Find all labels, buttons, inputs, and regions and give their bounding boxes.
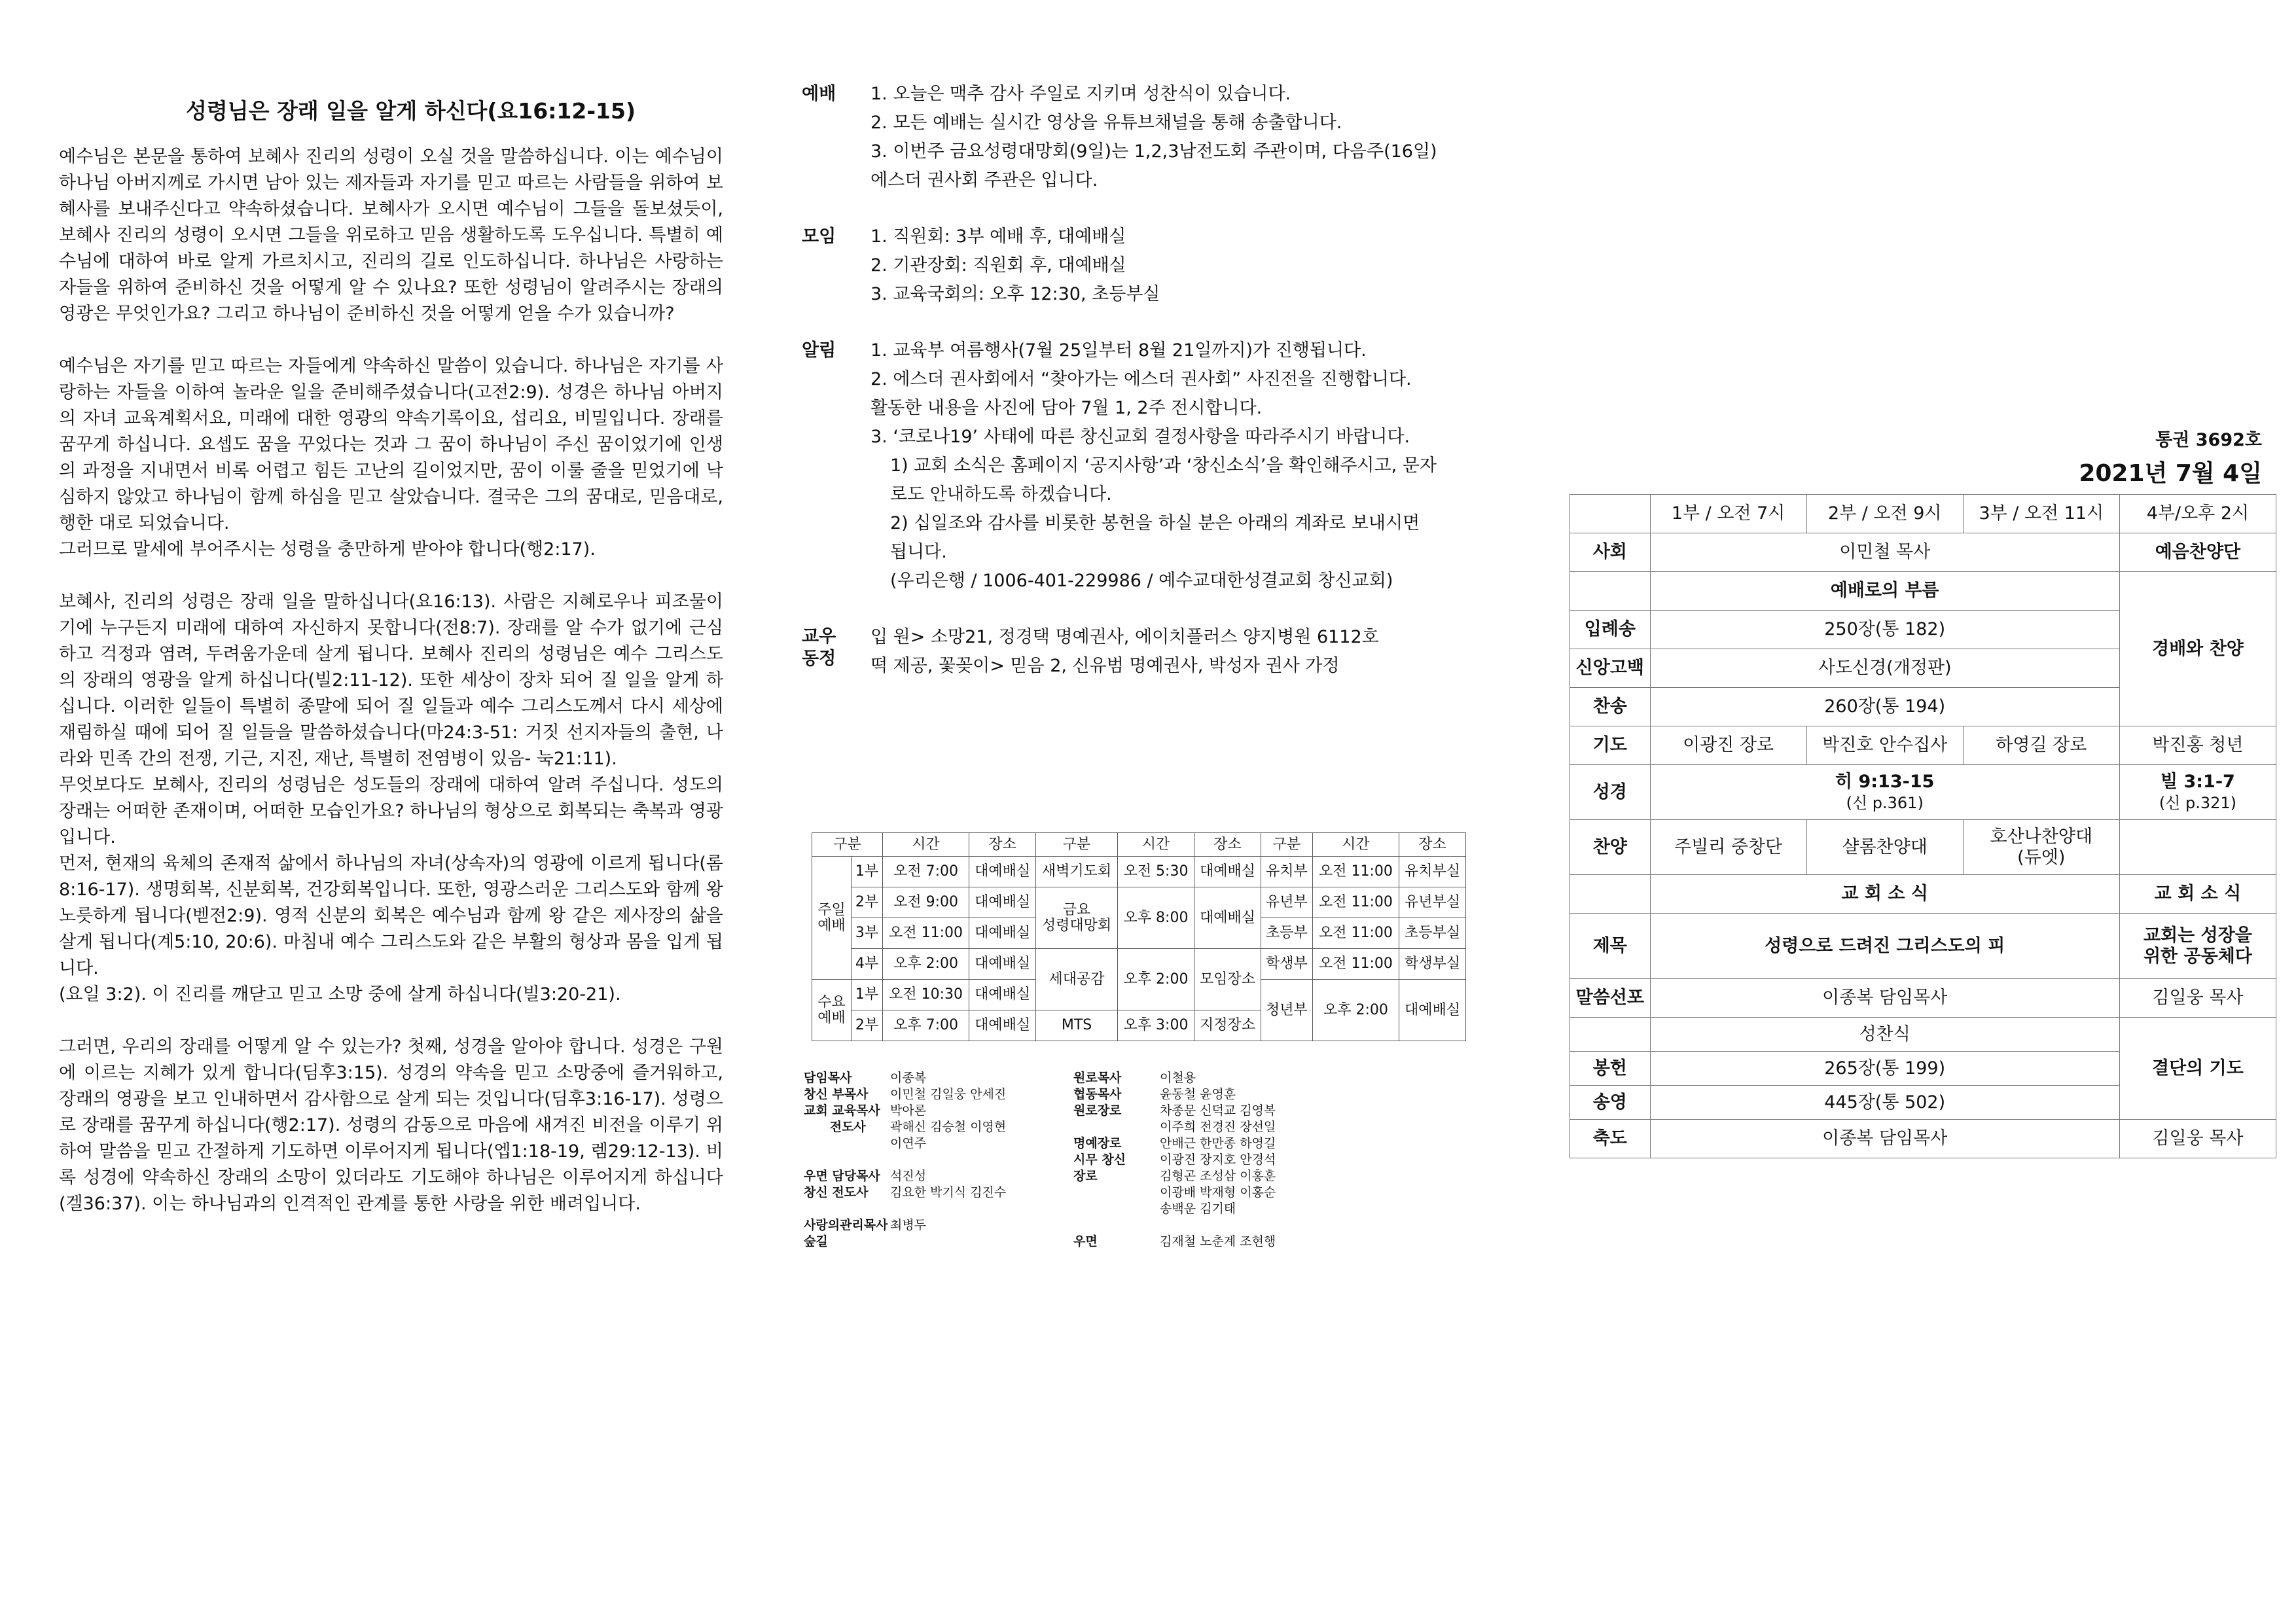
sermon-paragraph: 그러면, 우리의 장래를 어떻게 알 수 있는가? 첫째, 성경을 알아야 합니다. 성경은 구원에 이르는 지혜가 있게 합니다(딤후3:15). 성경의 약속을 믿고 소망중에 즐거워하고, 장래의 영광을 보고 인내하면서 감사함으로 살게 되는 것입니다(딤후3:16-17). 성령으로 장래를 꿈꾸게 하십니다(행2:17). 성령의 감동으로 마음에 새겨진 비전을 이루기 위하여 말씀을 믿고 간절하게 기도하면 이루어지게 됩니다(엡1:18-19, 렘29:12-13). 비록 성경에 약속하신 장래의 소망이 있더라도 기도해야 하나님은 이루어지게 하십니다(겔36:37). 이는 하나님과의 인격적인 관계를 통한 사랑을 위한 배려입니다.: [59, 1037, 723, 1214]
staff-names: 최병두: [890, 1218, 927, 1232]
announcement-item: 3. 이번주 금요성령대망회(9일)는 1,2,3남전도회 주관이며, 다음주(16일) 에스더 권사회 주관은 입니다.: [870, 141, 1437, 190]
list-item: [804, 1070, 1039, 1086]
cell: 초등부: [1261, 918, 1312, 949]
cell: [1650, 765, 2119, 820]
cell: 세대공감: [1036, 949, 1118, 1010]
cell: 1부: [852, 857, 883, 887]
cell: 주빌리 중창단: [1650, 820, 1806, 875]
announcement-item: 1. 직원회: 3부 예배 후, 대예배실: [870, 226, 1126, 247]
order-of-worship-table: [1570, 494, 2276, 1158]
sermon-title-cell: 교회는 성장을 위한 공동체다: [2119, 914, 2276, 979]
cell: 4부: [852, 949, 883, 980]
table-row: [1570, 726, 2276, 765]
cell: 대예배실: [1194, 887, 1261, 949]
cell: 대예배실: [1194, 857, 1261, 887]
scripture-reference: 빌 3:1-7: [2160, 771, 2235, 792]
scripture-page: (신 p.361): [1846, 793, 1924, 812]
cell: 이종복 담임목사: [1650, 1120, 2119, 1158]
announcement-item: 2. 에스더 권사회에서 “찾아가는 에스더 권사회” 사진전을 진행합니다. 활동한 내용을 사진에 담아 7월 1, 2주 전시합니다.: [870, 369, 1412, 418]
cell: 경배와 찬양: [2119, 572, 2276, 726]
sermon-title-cell: 성령으로 드려진 그리스도의 피: [1650, 914, 2119, 979]
table-row: [1570, 1120, 2276, 1158]
staff-role: 전도사: [804, 1120, 866, 1134]
list-item: [804, 1086, 1039, 1103]
header-cell: 3부 / 오전 11시: [1963, 495, 2119, 533]
staff-role: 원로장로: [1073, 1103, 1122, 1118]
cell: 대예배실: [969, 1010, 1036, 1041]
cell: 오후 7:00: [882, 1010, 969, 1041]
cell: 260장(통 194): [1650, 688, 2119, 726]
announcements: [802, 80, 1525, 708]
announcement-item: 떡 제공, 꽃꽂이> 믿음 2, 신유범 명예권사, 박성자 권사 가정: [870, 656, 1340, 676]
table-row: [812, 887, 1466, 918]
staff-names: 김재철 노춘계 조현행: [1160, 1234, 1276, 1249]
cell: 265장(통 199): [1650, 1052, 2119, 1086]
list-item: [804, 1217, 1039, 1250]
sermon-paragraph: 예수님은 본문을 통하여 보혜사 진리의 성령이 오실 것을 말씀하십니다. 이는 예수님이 하나님 아버지께로 가시면 남아 있는 제자들과 자기를 믿고 따르는 사람들을 위하여 보혜사를 보내주신다고 약속하셨습니다. 보혜사가 오시면 예수님이 그들을 돌보셨듯이, 보혜사 진리의 성령이 오시면 그들을 위로하고 믿음 생활하도록 도우십니다. 특별히 예수님에 대하여 바로 알게 가르치시고, 진리의 길로 인도하십니다. 하나님은 사랑하는 자들을 위하여 준비하신 것을 어떻게 알 수 있나요? 또한 성령님이 알려주시는 장래의 영광은 무엇인가요? 그리고 하나님이 준비하신 것을 어떻게 얻을 수가 있습니까?: [59, 147, 723, 324]
section-heading: 교우 동정: [802, 626, 836, 669]
cell: 대예배실: [1399, 980, 1466, 1041]
cell: 김일웅 목사: [2119, 979, 2276, 1018]
announcement-item: 1. 교육부 여름행사(7월 25일부터 8월 21일까지)가 진행됩니다.: [870, 340, 1367, 361]
cell: 사도신경(개정판): [1650, 649, 2119, 688]
cell: 1부: [852, 980, 883, 1010]
list-item: [804, 1119, 1039, 1152]
staff-names: 김요한 박기식 김진수: [890, 1185, 1007, 1200]
cell: 대예배실: [969, 887, 1036, 918]
section-heading: 모임: [802, 226, 836, 247]
cell: 교 회 소 식: [1650, 875, 2119, 914]
cell: 학생부실: [1399, 949, 1466, 980]
cell: 오전 7:00: [882, 857, 969, 887]
empty-cell: [1570, 495, 1651, 533]
cell: 지정장소: [1194, 1010, 1261, 1041]
staff-names: 석진성: [890, 1169, 927, 1183]
staff-role: 창신 부목사: [804, 1087, 869, 1101]
row-label: 기도: [1570, 726, 1651, 765]
cell: MTS: [1036, 1010, 1118, 1041]
cell: 오후 2:00: [882, 949, 969, 980]
list-item: [804, 1168, 1039, 1185]
list-item: [1073, 1086, 1309, 1103]
meeting-announcements: [802, 223, 1525, 309]
staff-list-right: [1073, 1070, 1309, 1250]
cell: 예음찬양단: [2119, 533, 2276, 572]
staff-names: 이종복: [890, 1071, 927, 1085]
cell: 초등부실: [1399, 918, 1466, 949]
staff-role: 사랑의관리목사 숲길: [804, 1218, 888, 1249]
cell: 2부: [852, 1010, 883, 1041]
cell: 오전 11:00: [1312, 949, 1399, 980]
worship-announcements: [802, 80, 1525, 195]
table-row: [1570, 979, 2276, 1018]
cell: 금요 성령대망회: [1036, 887, 1118, 949]
cell: 오전 11:00: [1312, 918, 1399, 949]
header-cell: 구분: [1261, 833, 1312, 857]
table-row: [1570, 572, 2276, 611]
staff-role: 창신 전도사: [804, 1185, 869, 1200]
list-item: [1073, 1152, 1309, 1217]
table-header-row: [1570, 495, 2276, 533]
empty-cell: [1570, 1018, 1651, 1052]
row-group-label: 수요 예배: [812, 980, 852, 1041]
cell: 예배로의 부름: [1650, 572, 2119, 611]
row-label: 신앙고백: [1570, 649, 1651, 688]
header-cell: 장소: [969, 833, 1036, 857]
staff-names: 윤동철 윤영훈: [1160, 1087, 1236, 1101]
staff-role: 시무 창신 장로: [1073, 1152, 1126, 1183]
staff-names: 박아론: [890, 1103, 927, 1118]
header-cell: 장소: [1194, 833, 1261, 857]
list-item: [1073, 1234, 1309, 1250]
row-label: 봉헌: [1570, 1052, 1651, 1086]
staff-list-left: [804, 1070, 1039, 1250]
section-heading: 예배: [802, 84, 836, 104]
announcement-subitem: 1) 교회 소식은 홈페이지 ‘공지사항’과 ‘창신소식’을 확인해주시고, 문자 로도 안내하도록 하겠습니다.: [890, 455, 1437, 505]
issue-number: 통권 3692호: [2155, 430, 2262, 450]
bulletin-date: 2021년 7월 4일: [2079, 460, 2262, 487]
staff-names: 안배근 한만종 하영길: [1160, 1136, 1276, 1150]
cell: 2부: [852, 887, 883, 918]
cell: 대예배실: [969, 949, 1036, 980]
table-row: [1570, 820, 2276, 875]
scripture-reference: 히 9:13-15: [1835, 771, 1935, 792]
sermon-title: 성령님은 장래 일을 알게 하신다(요16:12-15): [185, 98, 636, 124]
notice-announcements: [802, 336, 1525, 596]
cell: 유년부실: [1399, 887, 1466, 918]
cell: 오전 5:30: [1118, 857, 1194, 887]
header-cell: 장소: [1399, 833, 1466, 857]
row-label: 송영: [1570, 1086, 1651, 1120]
cell: 박진호 안수집사: [1806, 726, 1963, 765]
member-news: [802, 623, 1525, 681]
cell: 오후 2:00: [1312, 980, 1399, 1041]
staff-role: 담임목사: [804, 1071, 852, 1085]
cell: 청년부: [1261, 980, 1312, 1041]
cell: 오후 3:00: [1118, 1010, 1194, 1041]
cell: 대예배실: [969, 980, 1036, 1010]
empty-cell: [1570, 572, 1651, 611]
list-item: [1073, 1103, 1309, 1135]
staff-role: 우면: [1073, 1234, 1098, 1249]
row-group-label: 주일 예배: [812, 857, 852, 980]
row-label: 찬송: [1570, 688, 1651, 726]
staff-role: 원로목사: [1073, 1071, 1122, 1085]
row-label: 제목: [1570, 914, 1651, 979]
staff-role: 협동목사: [1073, 1087, 1122, 1101]
cell: 박진홍 청년: [2119, 726, 2276, 765]
row-label: 입례송: [1570, 611, 1651, 649]
header-cell: 구분: [1036, 833, 1118, 857]
cell: 호산나찬양대 (듀엣): [1963, 820, 2119, 875]
table-row: [1570, 533, 2276, 572]
staff-names: 이민철 김일웅 안세진: [890, 1087, 1007, 1101]
cell: 결단의 기도: [2119, 1018, 2276, 1120]
cell: [2119, 820, 2276, 875]
service-schedule-table: [812, 832, 1466, 1041]
cell: 오전 10:30: [882, 980, 969, 1010]
cell: 이종복 담임목사: [1650, 979, 2119, 1018]
cell: 모임장소: [1194, 949, 1261, 1010]
list-item: [804, 1185, 1039, 1201]
cell: 대예배실: [969, 918, 1036, 949]
cell: 김일웅 목사: [2119, 1120, 2276, 1158]
table-row: [812, 949, 1466, 980]
list-item: [1073, 1135, 1309, 1152]
header-cell: 구분: [812, 833, 883, 857]
cell: 교 회 소 식: [2119, 875, 2276, 914]
cell: 3부: [852, 918, 883, 949]
staff-role: 명예장로: [1073, 1136, 1122, 1150]
cell: 대예배실: [969, 857, 1036, 887]
cell: 학생부: [1261, 949, 1312, 980]
staff-names: 이광진 장지호 안경석 김형곤 조성삼 이홍훈 이광배 박재형 이홍순 송백운 김기태: [1160, 1152, 1276, 1216]
announcement-item: 입 원> 소망21, 정경택 명예권사, 에이치플러스 양지병원 6112호: [870, 627, 1379, 647]
staff-names: 곽해신 김승철 이영현 이연주: [890, 1120, 1007, 1150]
table-row: [1570, 1018, 2276, 1052]
scripture-page: (신 p.321): [2159, 793, 2237, 812]
header-cell: 2부 / 오전 9시: [1806, 495, 1963, 533]
row-label: 성경: [1570, 765, 1651, 820]
staff-role: 우면 담당목사: [804, 1169, 880, 1183]
sermon-column: [59, 98, 723, 1243]
cell: 이민철 목사: [1650, 533, 2119, 572]
cell: 유치부실: [1399, 857, 1466, 887]
row-label: 축도: [1570, 1120, 1651, 1158]
row-label: 찬양: [1570, 820, 1651, 875]
section-heading: 알림: [802, 340, 836, 361]
staff-names: 차종문 신덕교 김영복 이주희 전경진 장선일: [1160, 1103, 1276, 1134]
header-cell: 시간: [1312, 833, 1399, 857]
empty-cell: [1570, 875, 1651, 914]
announcement-item: 3. ‘코로나19’ 사태에 따른 창신교회 결정사항을 따라주시기 바랍니다.: [870, 427, 1410, 447]
announcement-item: 1. 오늘은 맥추 감사 주일로 지키며 성찬식이 있습니다.: [870, 84, 1291, 104]
announcement-item: 2. 모든 예배는 실시간 영상을 유튜브채널을 통해 송출합니다.: [870, 113, 1342, 133]
cell: 오전 9:00: [882, 887, 969, 918]
announcement-subitem: 2) 십일조와 감사를 비롯한 봉헌을 하실 분은 아래의 계좌로 보내시면 됩니다. (우리은행 / 1006-401-229986 / 예수교대한성결교회 창신교회): [890, 513, 1420, 591]
table-row: [1570, 765, 2276, 820]
cell: 하영길 장로: [1963, 726, 2119, 765]
table-header-row: [812, 833, 1466, 857]
sermon-paragraph: 보혜사, 진리의 성령은 장래 일을 말하십니다(요16:13). 사람은 지혜로우나 피조물이기에 누구든지 미래에 대하여 자신하지 못합니다(전8:7). 장래를 알 수가 없기에 근심하고 걱정과 염려, 두려움가운데 살게 됩니다. 보혜사 진리의 성령님은 예수 그리스도의 장래의 영광을 알게 하십니다(빌2:11-12). 또한 세상이 장차 되어 질 일을 알게 하십니다. 이러한 일들이 특별히 종말에 되어 질 일들과 예수 그리스도께서 다시 세상에 재림하실 때에 되어 질 일들을 말씀하셨습니다(마24:3-51: 거짓 선지자들의 출현, 나라와 민족 간의 전쟁, 기근, 지진, 재난, 특별히 전염병이 있음- 눅21:11). 무엇보다도 보혜사, 진리의 성령님은 성도들의 장래에 대하여 알려 주십니다. 성도의 장래는 어떠한 존재이며, 어떠한 모습인가요? 하나님의 형상으로 회복되는 축복과 영광입니다. 먼저, 현재의 육체의 존재적 삶에서 하나님의 자녀(상속자)의 영광에 이르게 됩니다(롬8:16-17). 생명회복, 신분회복, 건강회복입니다. 또한, 영광스러운 그리스도와 함께 왕 노릇하게 됩니다(벧전2:9). 영적 신분의 회복은 예수님과 함께 왕 같은 제사장의 삶을 살게 됩니다(계5:10, 20:6). 마침내 예수 그리스도와 같은 부활의 형상과 몸을 입게 됩니다. (요일 3:2). 이 진리를 깨닫고 믿고 소망 중에 살게 하십니다(빌3:20-21).: [59, 592, 723, 1005]
cell: 오전 11:00: [882, 918, 969, 949]
table-row: [1570, 914, 2276, 979]
cell: [2119, 765, 2276, 820]
cell: 오후 8:00: [1118, 887, 1194, 949]
table-row: [812, 857, 1466, 887]
header-cell: 시간: [1118, 833, 1194, 857]
list-item: [1073, 1070, 1309, 1086]
cell: 오전 11:00: [1312, 887, 1399, 918]
cell: 오후 2:00: [1118, 949, 1194, 1010]
cell: 유치부: [1261, 857, 1312, 887]
cell: 유년부: [1261, 887, 1312, 918]
header-cell: 시간: [882, 833, 969, 857]
header-cell: 4부/오후 2시: [2119, 495, 2276, 533]
cell: 샬롬찬양대: [1806, 820, 1963, 875]
cell: 오전 11:00: [1312, 857, 1399, 887]
row-label: 사회: [1570, 533, 1651, 572]
announcement-item: 3. 교육국회의: 오후 12:30, 초등부실: [870, 284, 1160, 304]
sermon-paragraph: 예수님은 자기를 믿고 따르는 자들에게 약속하신 말씀이 있습니다. 하나님은 자기를 사랑하는 자들을 이하여 놀라운 일을 준비해주셨습니다(고전2:9). 성경은 하나님 아버지의 자녀 교육계획서요, 미래에 대한 영광의 약속기록이요, 섭리요, 비밀입니다. 장래를 꿈꾸게 하십니다. 요셉도 꿈을 꾸었다는 것과 그 꿈이 하나님이 주신 꿈이었기에 인생의 과정을 지내면서 비록 어렵고 힘든 고난의 길이었지만, 꿈이 이룰 줄을 믿었기에 낙심하지 않았고 하나님이 함께 하심을 믿고 살았습니다. 결국은 그의 꿈대로, 믿음대로, 행한 대로 되었습니다. 그러므로 말세에 부어주시는 성령을 충만하게 받아야 합니다(행2:17).: [59, 356, 723, 560]
staff-names: 이철용: [1160, 1071, 1196, 1085]
table-row: [1570, 875, 2276, 914]
cell: 새벽기도회: [1036, 857, 1118, 887]
cell: 성찬식: [1650, 1018, 2119, 1052]
cell: 250장(통 182): [1650, 611, 2119, 649]
cell: 445장(통 502): [1650, 1086, 2119, 1120]
staff-role: 교회 교육목사: [804, 1103, 880, 1118]
header-cell: 1부 / 오전 7시: [1650, 495, 1806, 533]
cell: 이광진 장로: [1650, 726, 1806, 765]
list-item: [804, 1103, 1039, 1119]
announcement-item: 2. 기관장회: 직원회 후, 대예배실: [870, 255, 1126, 276]
row-label: 말씀선포: [1570, 979, 1651, 1018]
